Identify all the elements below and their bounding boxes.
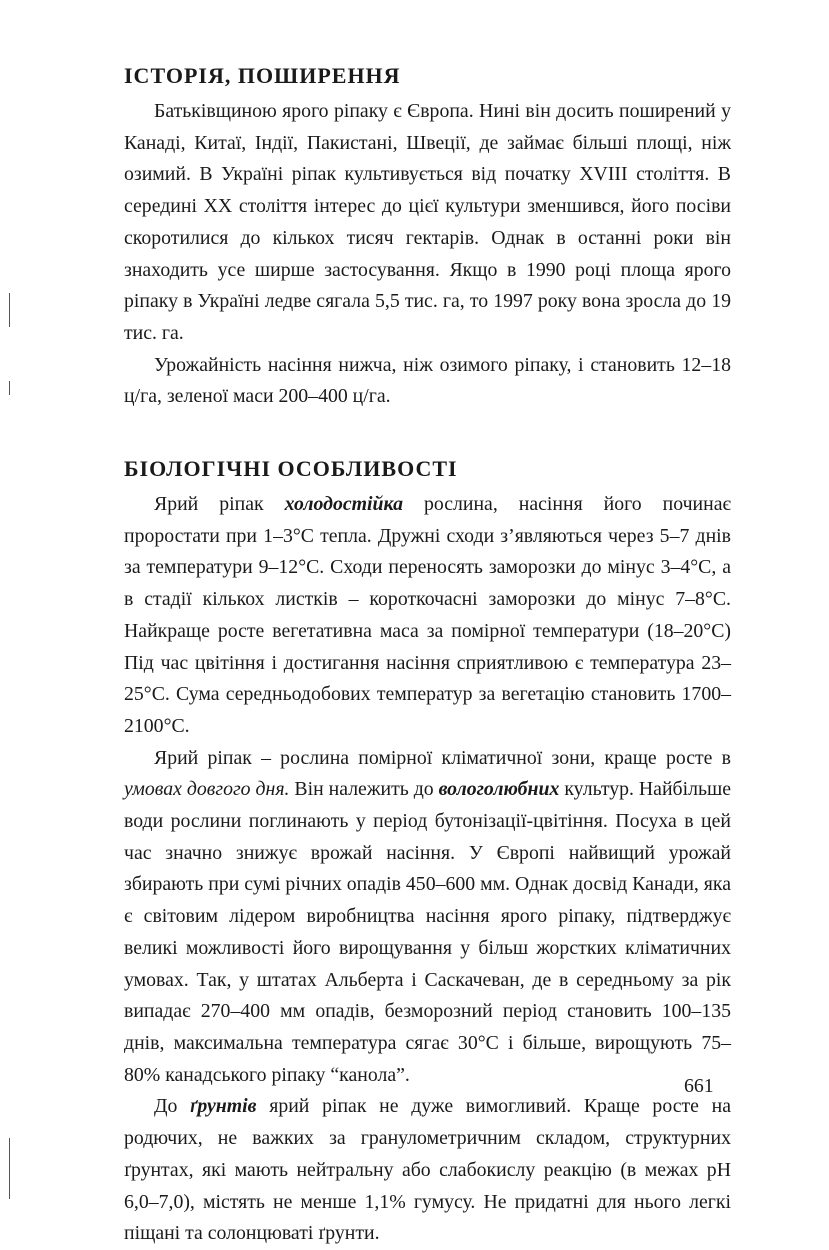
text-run: рослина, насіння його починає проростати при 1–3°С тепла. Дружні сходи з’являються через 5–7 днів за температури 9–12°С. Сходи переносять заморозки до мінус 3–4°С, а в стадії кількох листків – короткочасні заморозки до мінус 7–8°С. Найкраще росте вегетативна маса за помірної температури (18–20°С) Під час цвітіння і достигання насіння сприятливою є температура 23–25°С. Сума середньодобових температур за вегетацію становить 1700–2100°С. <box>124 493 731 737</box>
emphasis-term: холодостійка <box>284 493 403 516</box>
margin-line <box>9 381 10 395</box>
text-run: культур. Найбільше води рослини поглинають у період бутонізації-цвітіння. Посуха в цей час значно знижує врожай насіння. У Європі найвищий урожай збирають при сумі річних опадів 450–600 мм. Однак досвід Канади, яка є світовим лідером виробництва насіння ярого ріпаку, підтверджує великі можливості його вирощування у більш жорстких кліматичних умовах. Так, у штатах Альберта і Саскачеван, де в середньому за рік випадає 270–400 мм опадів, безморозний період становить 100–135 днів, максимальна температура сягає 30°С і більше, вирощують 75–80% канадського ріпаку “канола”. <box>124 778 732 1086</box>
section-heading-biology: БІОЛОГІЧНІ ОСОБЛИВОСТІ <box>124 456 458 482</box>
paragraph <box>124 489 731 743</box>
emphasis-term: ґрунтів <box>190 1095 257 1118</box>
italic-phrase: умовах довгого дня. <box>124 778 290 801</box>
margin-line <box>9 1138 10 1199</box>
paragraph: Урожайність насіння нижча, ніж озимого ріпаку, і становить 12–18 ц/га, зеленої маси 200–400 ц/га. <box>124 353 731 408</box>
text-run: ярий ріпак не дуже вимогливий. Краще росте на родючих, не важких за гранулометричним складом, структурних ґрунтах, які мають нейтральну або слабокислу реакцію (в межах pH 6,0–7,0), містять не менше 1,1% гумусу. Не придатні для нього легкі піщані та солонцюваті ґрунти. <box>124 1095 731 1245</box>
emphasis-term: вологолюбних <box>438 778 560 801</box>
section-heading-history: ІСТОРІЯ, ПОШИРЕННЯ <box>124 63 401 88</box>
text-run: До <box>154 1095 191 1118</box>
page-number: 661 <box>684 1075 714 1097</box>
page-content <box>124 58 731 1250</box>
text-run: Ярий ріпак – рослина помірної кліматичної зони, краще росте в <box>154 746 731 769</box>
paragraph <box>124 743 731 1092</box>
paragraph: Батьківщиною ярого ріпаку є Європа. Нині він досить поширений у Канаді, Китаї, Індії, Пакистані, Швеції, де займає більші площі, ніж озимий. В Україні ріпак культивується від початку XVIII століття. В середині XX століття інтерес до цієї культури зменшився, його посіви скоротилися до кількох тисяч гектарів. Однак в останні роки він знаходить усе ширше застосування. Якщо в 1990 році площа ярого ріпаку в Україні ледве сягала 5,5 тис. га, то 1997 року вона зросла до 19 тис. га. <box>124 100 731 344</box>
margin-line <box>9 293 10 327</box>
paragraph <box>124 1091 731 1250</box>
text-run: Він належить до <box>289 778 439 801</box>
text-run: Ярий ріпак <box>154 493 285 516</box>
